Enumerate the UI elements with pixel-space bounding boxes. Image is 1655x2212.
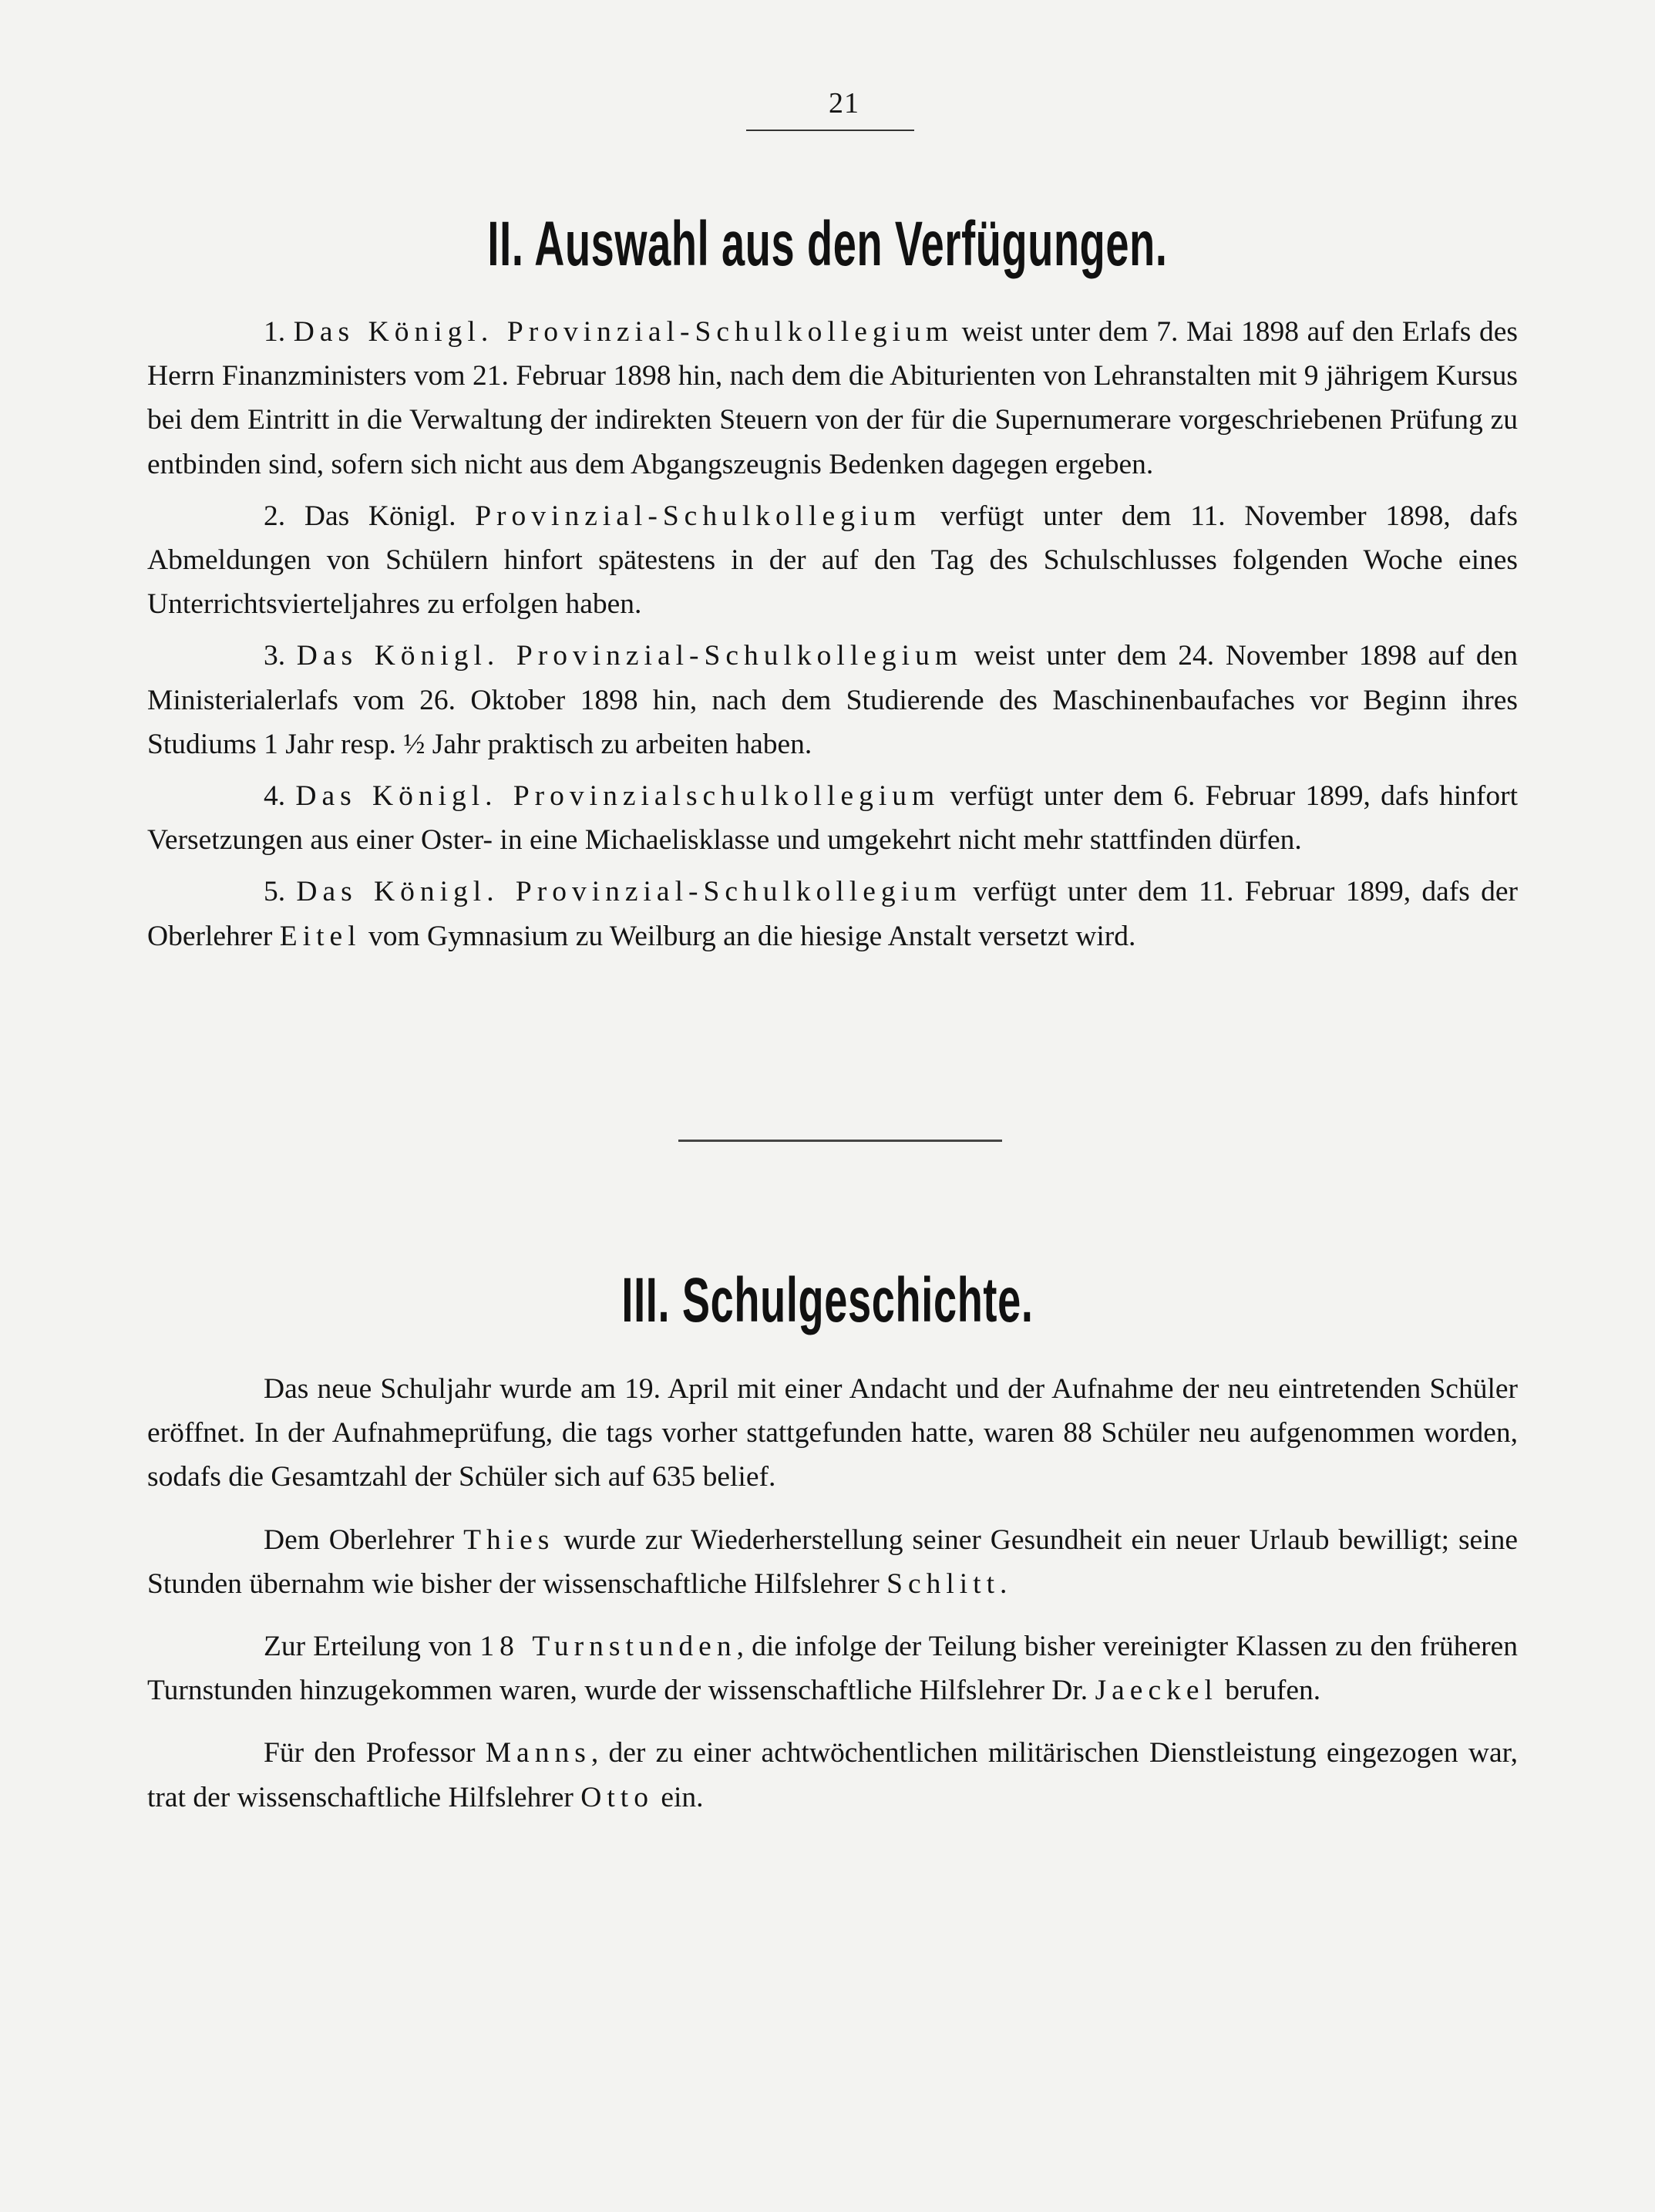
paragraph-3: 3. Das Königl. Provinzial-Schulkollegium weist unter dem 24. November 1898 auf den Ministerialerlafs vom 26. Oktober 1898 hin, nach dem Studierende des Maschinenbaufaches vor Beginn ihres Studiums 1 Jahr resp. ½ Jahr praktisch zu arbeiten haben. xyxy=(147,640,1519,760)
paragraph-5: 5. Das Königl. Provinzial-Schulkollegium verfügt unter dem 11. Februar 1899, dafs der Oberlehrer Eitel vom Gymnasium zu Weilburg an die hiesige Anstalt versetzt wird. xyxy=(147,876,1519,952)
spaced-name: Schlitt xyxy=(886,1567,1001,1600)
section-verfuegungen-body xyxy=(147,310,1518,958)
paragraph-1: 1. Das Königl. Provinzial-Schulkollegium weist unter dem 7. Mai 1898 auf den Erlafs des Herrn Finanzministers vom 21. Februar 1898 hin, nach dem die Abiturienten von Lehranstalten mit 9 jährigem Kursus bei dem Eintritt in die Verwaltung der indirekten Steuern von der für die Supernumerare vorgeschriebenen Prüfung zu entbinden sind, sofern sich nicht aus dem Abgangszeugnis Bedenken dagegen ergeben. xyxy=(147,316,1519,480)
section-divider xyxy=(678,1140,1002,1142)
spaced-text: Das Königl. Provinzial-Schulkollegium xyxy=(293,316,954,348)
spaced-text: 18 Turnstunden xyxy=(479,1631,737,1663)
spaced-text: Provinzial-Schulkollegium xyxy=(475,500,922,532)
section-heading-verfuegungen: II. Auswahl aus den Verfügungen. xyxy=(487,209,1168,279)
page-number-rule xyxy=(746,130,914,131)
page-number: 21 xyxy=(829,87,859,120)
spaced-name: Otto xyxy=(580,1781,654,1813)
spaced-name: Thies xyxy=(463,1523,555,1556)
spaced-name: Eitel xyxy=(279,920,362,952)
paragraph-thies: Dem Oberlehrer Thies wurde zur Wiederherstellung seiner Gesundheit ein neuer Urlaub bewilligt; seine Stunden übernahm wie bisher der wissenschaftliche Hilfslehrer Schlitt. xyxy=(147,1523,1519,1600)
paragraph-2: 2. Das Königl. Provinzial-Schulkollegium verfügt unter dem 11. November 1898, dafs Abmeldungen von Schülern hinfort spätestens in der auf den Tag des Schulschlusses folgenden Woche eines Unterrichtsvierteljahres zu erfolgen haben. xyxy=(147,500,1518,621)
section-heading-schulgeschichte: III. Schulgeschichte. xyxy=(621,1265,1034,1335)
spaced-text: Das Königl. Provinzialschulkollegium xyxy=(295,780,940,813)
paragraph-manns: Für den Professor Manns, der zu einer achtwöchentlichen militärischen Dienstleistung eingezogen war, trat der wissenschaftliche Hilfslehrer Otto ein. xyxy=(147,1737,1518,1813)
paragraph-4: 4. Das Königl. Provinzialschulkollegium verfügt unter dem 6. Februar 1899, dafs hinfort Versetzungen aus einer Oster- in eine Michaelisklasse und umgekehrt nicht mehr stattfinden dürfen. xyxy=(147,780,1519,857)
paragraph-schuljahr: Das neue Schuljahr wurde am 19. April mit einer Andacht und der Aufnahme der neu eintretenden Schüler eröffnet. In der Aufnahmeprüfung, die tags vorher stattgefunden hatte, waren 88 Schüler neu aufgenommen worden, sodafs die Gesamtzahl der Schüler sich auf 635 belief. xyxy=(147,1373,1518,1493)
spaced-name: Jaeckel xyxy=(1095,1675,1218,1707)
paragraph-turnstunden: Zur Erteilung von 18 Turnstunden, die infolge der Teilung bisher vereinigter Klassen zu den früheren Turnstunden hinzugekommen waren, wurde der wissenschaftliche Hilfslehrer Dr. Jaeckel berufen. xyxy=(147,1631,1518,1707)
spaced-text: Das Königl. Provinzial-Schulkollegium xyxy=(296,640,964,672)
spaced-name: Manns xyxy=(485,1737,591,1769)
spaced-text: Das Königl. Provinzial-Schulkollegium xyxy=(296,876,962,908)
section-schulgeschichte-body xyxy=(147,1367,1518,1820)
